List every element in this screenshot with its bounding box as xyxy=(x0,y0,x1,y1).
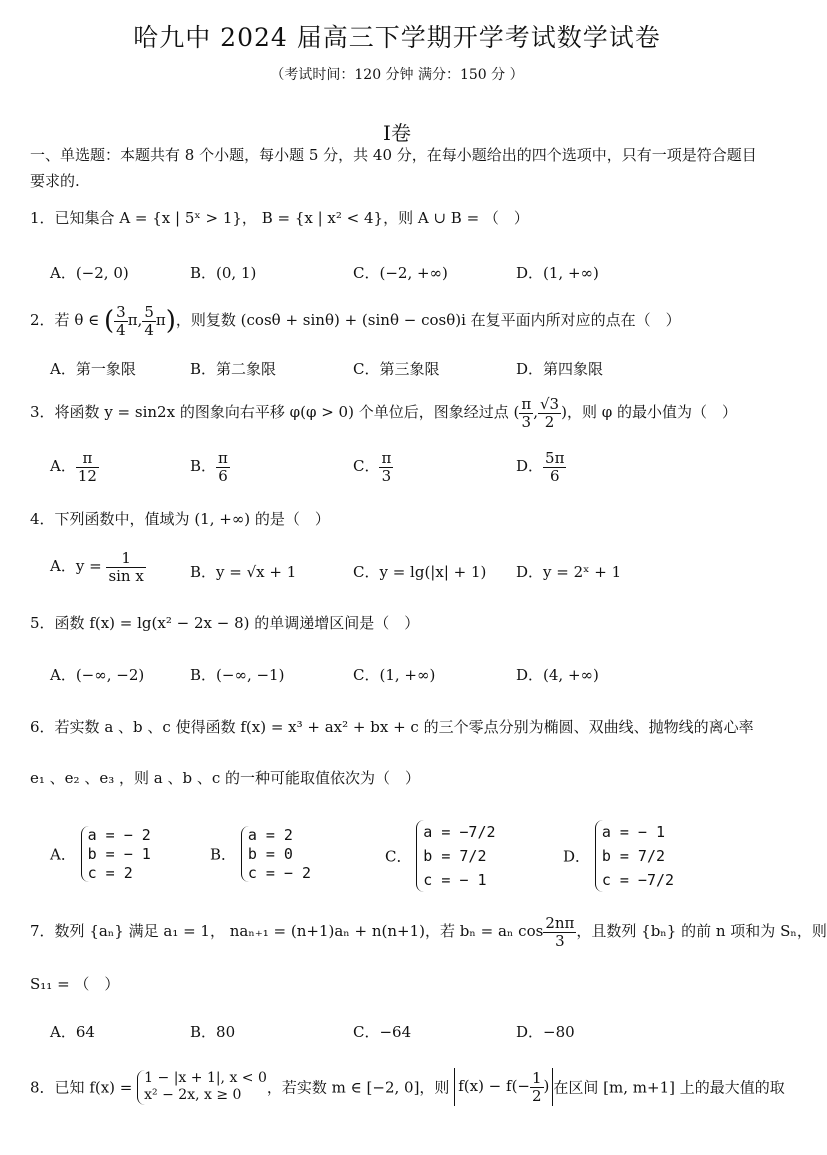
frac-den: sin x xyxy=(108,566,144,585)
frac-num: 2nπ xyxy=(545,914,575,932)
option-d[interactable] xyxy=(516,450,566,484)
option-b[interactable] xyxy=(190,450,230,484)
question-stem-pre: 若 θ ∈ xyxy=(54,311,104,329)
page-title: 哈九中 2024 届高三下学期开学考试数学试卷 xyxy=(133,23,661,52)
option-c[interactable]: C．(−2, +∞) xyxy=(353,264,448,282)
question-number: 6． xyxy=(30,718,55,736)
option-a[interactable]: A．第一象限 xyxy=(50,360,136,378)
question-number: 7． xyxy=(30,922,55,940)
option-c[interactable]: C．第三象限 xyxy=(353,360,440,378)
frac-num: 1 xyxy=(532,1069,542,1087)
frac-num: √3 xyxy=(539,395,560,413)
frac-num: 5π xyxy=(545,449,565,467)
frac-den: 6 xyxy=(549,466,560,485)
system-row: c = − 1 xyxy=(423,871,487,889)
question-6 xyxy=(30,716,775,737)
abs-expr-close: ) xyxy=(543,1077,550,1095)
option-label: A． xyxy=(50,557,76,575)
section-heading: I卷 xyxy=(383,121,411,145)
equation-system xyxy=(416,820,495,892)
fraction xyxy=(543,450,566,484)
case-row: 1 − |x + 1|, x < 0 xyxy=(144,1069,267,1086)
frac-den: 3 xyxy=(555,931,565,950)
question-8 xyxy=(30,1068,785,1106)
option-label: C． xyxy=(385,847,412,866)
option-label: A． xyxy=(50,457,76,475)
frac-den: 2 xyxy=(544,412,555,431)
system-row: c = 2 xyxy=(87,863,133,882)
frac-num: π xyxy=(381,449,392,467)
option-label: B． xyxy=(210,845,237,864)
absolute-value xyxy=(454,1068,553,1106)
question-1 xyxy=(30,207,775,228)
frac-den: 4 xyxy=(116,320,126,339)
fraction xyxy=(530,1070,544,1104)
fraction xyxy=(106,550,145,584)
question-stem-post: ，且数列 {bₙ} 的前 n 项和为 Sₙ，则 xyxy=(576,922,827,940)
frac-den: 6 xyxy=(218,466,228,485)
fraction xyxy=(216,450,230,484)
system-row: a = −7/2 xyxy=(423,823,496,841)
option-label: A． xyxy=(50,845,76,864)
question-stem: 若实数 a 、b 、c 使得函数 f(x) = x³ + ax² + bx + c 的三个零点分别为椭圆、双曲线、抛物线的离心率 xyxy=(54,718,754,736)
question-stem-post: )，则 φ 的最小值为（ ） xyxy=(561,403,737,421)
frac-den: 12 xyxy=(77,466,97,485)
system-row: c = − 2 xyxy=(247,863,312,882)
question-number: 2． xyxy=(30,311,55,329)
question-stem-pre: 将函数 y = sin2x 的图象向右平移 φ(φ > 0) 个单位后，图象经过点 ( xyxy=(54,403,520,421)
option-d[interactable]: D．第四象限 xyxy=(516,360,604,378)
question-number: 8． xyxy=(30,1078,55,1097)
option-c[interactable] xyxy=(385,820,496,892)
piecewise-function xyxy=(137,1070,267,1105)
option-b[interactable]: B．80 xyxy=(190,1023,236,1041)
fraction xyxy=(142,304,156,338)
frac-den: 3 xyxy=(521,412,532,431)
question-5 xyxy=(30,612,775,633)
question-number: 4． xyxy=(30,510,55,528)
equation-system xyxy=(595,820,674,892)
frac-num: 5 xyxy=(144,303,154,321)
option-b[interactable] xyxy=(210,826,311,882)
question-stem-pre: 数列 {aₙ} 满足 a₁ = 1， naₙ₊₁ = (n+1)aₙ + n(n+1)，若 bₙ = aₙ cos xyxy=(54,922,544,940)
question-stem-post: ，则复数 (cosθ + sinθ) + (sinθ − cosθ)i 在复平面内所对应的点在（ ） xyxy=(175,311,681,329)
frac-num: π xyxy=(521,395,532,413)
question-7 xyxy=(30,914,827,950)
option-a[interactable] xyxy=(50,550,146,584)
pi-symbol: π, xyxy=(127,311,143,329)
question-stem-pre: 已知 f(x) = xyxy=(54,1078,133,1097)
option-label: C． xyxy=(353,457,380,475)
option-d[interactable]: D．y = 2ˣ + 1 xyxy=(516,563,622,581)
fraction xyxy=(538,396,561,430)
fraction xyxy=(519,396,533,430)
option-a[interactable]: A．(−2, 0) xyxy=(50,264,129,282)
frac-den: 2 xyxy=(532,1086,542,1105)
option-d[interactable]: D．−80 xyxy=(516,1023,575,1041)
frac-den: 4 xyxy=(144,320,154,339)
option-c[interactable]: C．y = lg(|x| + 1) xyxy=(353,563,487,581)
option-label: D． xyxy=(516,457,544,475)
system-row: b = 7/2 xyxy=(423,847,487,865)
option-d[interactable]: D．(1, +∞) xyxy=(516,264,599,282)
comma: , xyxy=(533,403,538,421)
option-c[interactable]: C．(1, +∞) xyxy=(353,666,436,684)
case-row: x² − 2x, x ≥ 0 xyxy=(144,1087,242,1103)
system-row: a = 2 xyxy=(247,826,293,844)
paren-open: ( xyxy=(104,306,115,336)
question-6-line-2: e₁ 、e₂ 、e₃ ，则 a 、b 、c 的一种可能取值依次为（ ） xyxy=(30,769,420,787)
fraction xyxy=(543,915,576,949)
equation-system xyxy=(241,826,311,882)
equation-system xyxy=(81,826,151,882)
exam-info: （考试时间：120 分钟 满分：150 分 ） xyxy=(270,67,524,83)
question-stem: 函数 f(x) = lg(x² − 2x − 8) 的单调递增区间是（ ） xyxy=(54,614,420,632)
system-row: a = − 1 xyxy=(601,823,666,841)
question-4 xyxy=(30,508,775,529)
question-2 xyxy=(30,304,775,338)
option-a[interactable] xyxy=(50,450,99,484)
option-label: D． xyxy=(563,847,591,866)
question-stem-mid: ，若实数 m ∈ [−2, 0]，则 xyxy=(266,1078,455,1097)
system-row: b = − 1 xyxy=(87,844,151,863)
option-c[interactable] xyxy=(353,450,393,484)
question-stem-post: 在区间 [m, m+1] 上的最大值的取 xyxy=(553,1078,785,1097)
frac-num: 1 xyxy=(106,550,145,568)
question-number: 1． xyxy=(30,209,55,227)
option-d[interactable]: D．(4, +∞) xyxy=(516,666,599,684)
option-c[interactable]: C．−64 xyxy=(353,1023,412,1041)
question-7-line-2: S₁₁ = （ ） xyxy=(30,975,120,993)
instructions: 一、单选题：本题共有 8 个小题，每小题 5 分，共 40 分，在每小题给出的四个选项中，只有一项是符合题目要求的. xyxy=(30,146,757,190)
option-b[interactable]: B．(0, 1) xyxy=(190,264,257,282)
option-label: B． xyxy=(190,457,217,475)
system-row: a = − 2 xyxy=(87,826,151,844)
question-stem: 下列函数中，值域为 (1, +∞) 的是（ ） xyxy=(54,510,330,528)
question-number: 3． xyxy=(30,403,55,421)
question-stem: 已知集合 A = {x | 5ˣ > 1}， B = {x | x² < 4}，则 A ∪ B = （ ） xyxy=(54,209,529,227)
paren-close: ) xyxy=(165,306,176,336)
fraction xyxy=(114,304,128,338)
option-b[interactable]: B．第二象限 xyxy=(190,360,277,378)
option-a[interactable]: A．(−∞, −2) xyxy=(50,666,145,684)
option-expr: y = xyxy=(75,557,107,575)
system-row: c = −7/2 xyxy=(601,871,675,889)
system-row: b = 0 xyxy=(247,844,293,863)
option-d[interactable] xyxy=(563,820,674,892)
question-3 xyxy=(30,396,775,430)
frac-den: 3 xyxy=(381,466,392,485)
abs-expr: f(x) − f(− xyxy=(458,1077,530,1095)
option-a[interactable]: A．64 xyxy=(50,1023,95,1041)
frac-num: π xyxy=(218,449,228,467)
fraction xyxy=(379,450,393,484)
fraction xyxy=(76,450,99,484)
option-b[interactable]: B．(−∞, −1) xyxy=(190,666,285,684)
frac-num: π xyxy=(76,450,99,468)
frac-num: 3 xyxy=(116,303,126,321)
pi-symbol: π xyxy=(155,311,166,329)
option-b[interactable]: B．y = √x + 1 xyxy=(190,563,297,581)
system-row: b = 7/2 xyxy=(601,847,666,865)
question-number: 5． xyxy=(30,614,55,632)
option-a[interactable] xyxy=(50,826,151,882)
